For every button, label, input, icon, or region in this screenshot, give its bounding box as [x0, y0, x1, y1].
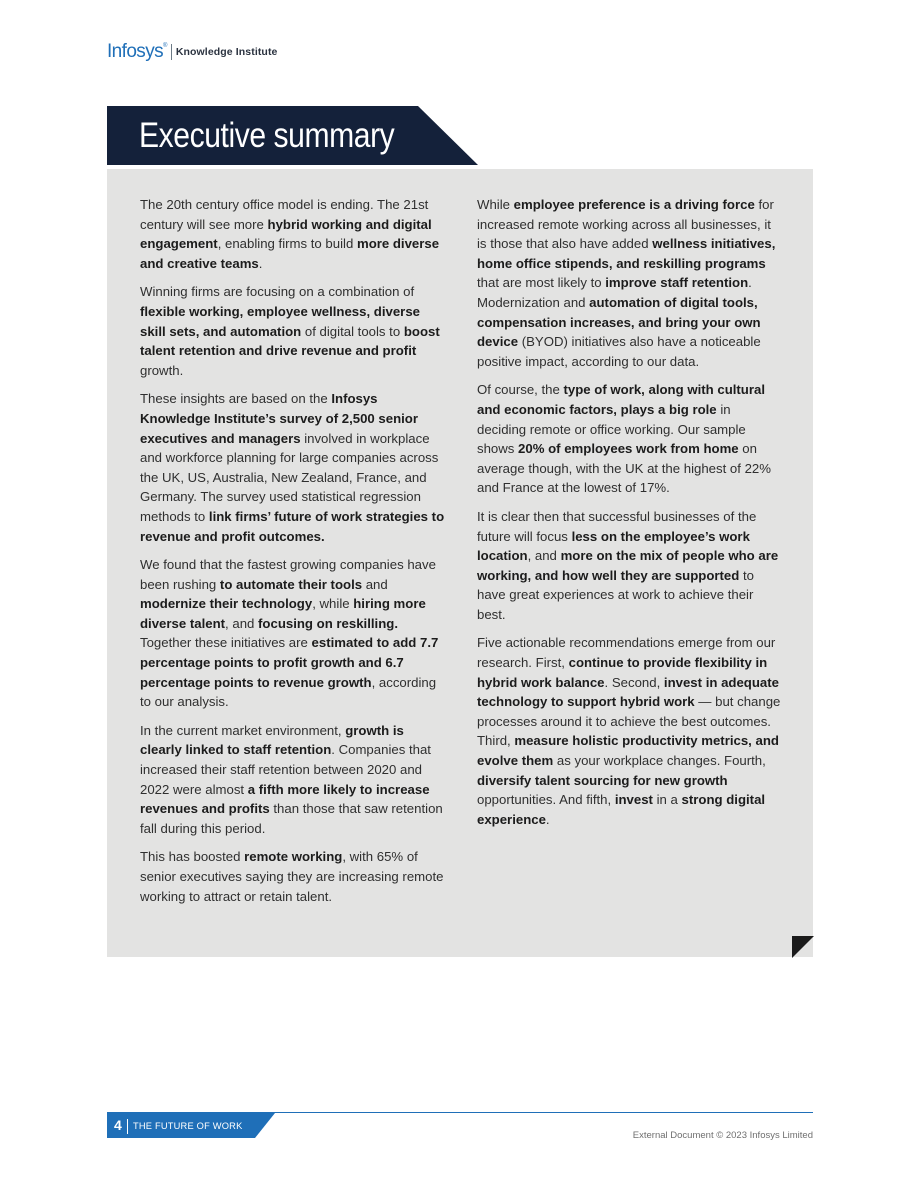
- text-run: as your workplace changes. Fourth,: [553, 753, 766, 769]
- page-title: Executive summary: [139, 116, 395, 155]
- text-run: . Companies that increased their staff retention between 2020 and 2022 were almost: [140, 742, 431, 797]
- bold-text: more diverse and creative teams: [140, 236, 440, 271]
- text-run: Of course, the: [477, 382, 564, 398]
- text-run: (BYOD) initiatives also have a noticeable positive impact, according to our data.: [477, 334, 761, 369]
- paragraph: [140, 847, 445, 906]
- text-run: It is clear then that successful businesses of the future will focus: [477, 508, 757, 544]
- logo-divider: [171, 44, 172, 60]
- text-run: . Modernization and: [477, 275, 752, 310]
- bold-text: invest: [614, 792, 653, 808]
- text-run: This has boosted: [140, 849, 245, 865]
- page-number-divider: [127, 1119, 128, 1134]
- text-run: , and: [527, 548, 561, 564]
- bold-text: type of work, along with cultural and economic factors, plays a big role: [477, 382, 765, 417]
- bold-text: Infosys Knowledge Institute’s survey of 2,500 senior executives and managers: [140, 391, 418, 446]
- text-run: involved in workplace and workforce planning for large companies across the UK, US, Australia, New Zealand, France, and Germany. The survey used statistical regression methods to: [140, 430, 439, 524]
- bold-text: growth is clearly linked to staff retention: [140, 722, 404, 758]
- text-run: Five actionable recommendations emerge from our research. First,: [477, 635, 776, 671]
- text-run: , while: [312, 596, 354, 612]
- text-run: .: [258, 255, 263, 271]
- text-run: for increased remote working across all businesses, it is those that also have added: [477, 197, 774, 252]
- bold-text: employee preference is a driving force: [513, 197, 755, 212]
- bold-text: automation of digital tools, compensation increases, and bring your own device: [477, 294, 761, 350]
- text-run: in deciding remote or office working. Our sample shows: [477, 401, 746, 457]
- text-run: to have great experiences at work to achieve their best.: [477, 567, 754, 622]
- bold-text: a fifth more likely to increase revenues and profits: [140, 781, 430, 817]
- bold-text: invest in adequate technology to support hybrid work: [477, 674, 779, 710]
- infosys-logo: Infosys®: [107, 41, 167, 62]
- text-run: .: [545, 811, 550, 827]
- bold-text: wellness initiatives, home office stipends, and reskilling programs: [477, 236, 776, 271]
- text-run: , with 65% of senior executives saying they are increasing remote working to attract or retain talent.: [140, 849, 444, 904]
- bold-text: more on the mix of people who are working, and how well they are supported: [477, 548, 779, 583]
- right-column: [477, 195, 783, 838]
- text-run: . Second,: [604, 674, 664, 690]
- text-run: Winning firms are focusing on a combination of: [140, 284, 415, 300]
- text-run: Together these initiatives are: [140, 635, 312, 651]
- text-run: While: [477, 197, 514, 212]
- bold-text: to automate their tools: [219, 576, 363, 592]
- paragraph: [140, 721, 445, 839]
- text-run: growth.: [140, 362, 184, 378]
- paragraph: [140, 389, 445, 546]
- bold-text: modernize their technology: [140, 596, 313, 612]
- header-logo: [107, 42, 277, 61]
- bold-text: flexible working, employee wellness, diverse skill sets, and automation: [140, 303, 420, 339]
- bold-text: remote working: [244, 849, 343, 865]
- bold-text: 20% of employees work from home: [518, 441, 739, 457]
- paragraph: [477, 195, 783, 371]
- logo-subtitle: Knowledge Institute: [175, 45, 278, 58]
- title-banner: [107, 106, 478, 165]
- text-run: that are most likely to: [477, 275, 606, 291]
- corner-fold-icon: [792, 936, 814, 958]
- paragraph: [477, 507, 783, 625]
- bold-text: less on the employee’s work location: [477, 528, 750, 564]
- text-run: These insights are based on the: [140, 391, 332, 407]
- bold-text: continue to provide flexibility in hybrid work balance: [477, 655, 768, 690]
- page-number: 4: [114, 1117, 122, 1133]
- text-run: and: [362, 576, 388, 592]
- section-label: THE FUTURE OF WORK: [133, 1121, 243, 1131]
- text-run: — but change processes around it to achieve the best outcomes. Third,: [477, 694, 781, 749]
- bold-text: link firms’ future of work strategies to revenue and profit outcomes.: [140, 508, 445, 544]
- copyright-notice: External Document © 2023 Infosys Limited: [632, 1130, 813, 1141]
- bold-text: hybrid working and digital engagement: [140, 216, 432, 252]
- bold-text: diversify talent sourcing for new growth: [477, 772, 728, 788]
- paragraph: [477, 633, 783, 829]
- bold-text: focusing on reskilling.: [258, 615, 398, 631]
- text-run: We found that the fastest growing companies have been rushing: [140, 557, 436, 592]
- text-run: of digital tools to: [301, 323, 404, 339]
- bold-text: hiring more diverse talent: [140, 596, 426, 631]
- paragraph: [140, 195, 445, 273]
- text-run: than those that saw retention fall during this period.: [140, 801, 443, 836]
- bold-text: strong digital experience: [477, 792, 766, 827]
- left-column: [140, 195, 445, 915]
- bold-text: improve staff retention: [605, 275, 749, 291]
- paragraph: [477, 380, 783, 498]
- text-run: , according to our analysis.: [140, 674, 437, 710]
- text-run: , and: [225, 615, 259, 631]
- text-run: on average though, with the UK at the highest of 22% and France at the lowest of 17%.: [477, 441, 771, 496]
- bold-text: estimated to add 7.7 percentage points to profit growth and 6.7 percentage points to revenue growth: [140, 635, 439, 690]
- text-run: The 20th century office model is ending. The 21st century will see more: [140, 197, 429, 232]
- text-run: In the current market environment,: [140, 722, 346, 738]
- paragraph: [140, 555, 445, 712]
- text-run: , enabling firms to build: [217, 236, 357, 252]
- paragraph: [140, 282, 445, 380]
- text-run: opportunities. And fifth,: [477, 792, 615, 808]
- text-run: in a: [652, 792, 682, 808]
- bold-text: boost talent retention and drive revenue and profit: [140, 323, 440, 359]
- bold-text: measure holistic productivity metrics, and evolve them: [477, 733, 779, 769]
